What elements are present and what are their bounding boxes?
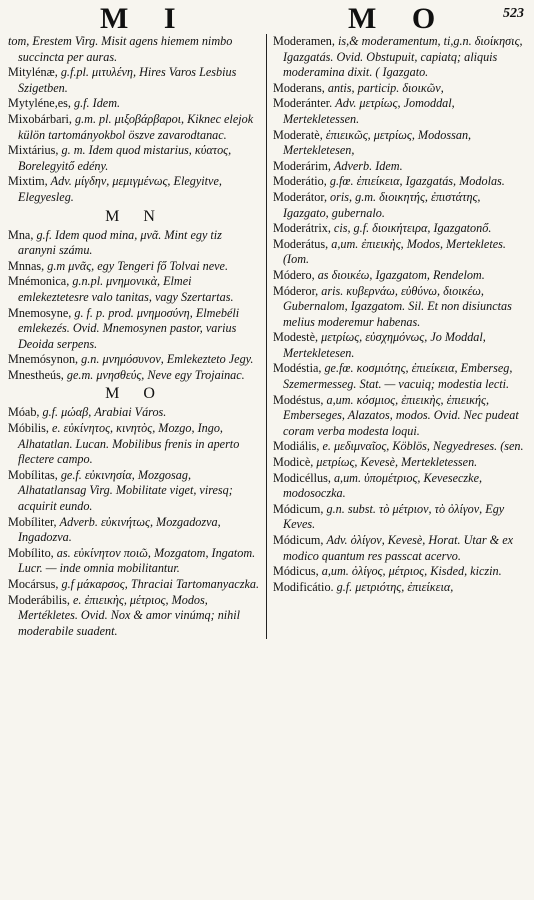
dictionary-entry <box>273 580 528 596</box>
entry-headword: Moderábilis, <box>8 592 70 607</box>
entry-definition: Adverb. εὐκινήτως, Mozgadozva, Ingadozva. <box>18 514 221 545</box>
dictionary-entry <box>8 96 262 112</box>
entry-headword: Moderárim, <box>273 158 331 173</box>
dictionary-entry <box>8 421 262 468</box>
entry-headword: Mixtim, <box>8 174 48 189</box>
entry-definition: g.m. pl. μιξοβάρβαροι, Kiknec elejok külön tartományokbol öszve zavarodtanac. <box>18 111 254 142</box>
columns <box>8 34 528 639</box>
entry-headword: Moderatè, <box>273 127 323 142</box>
entry-definition: a,um. ἐπιεικὴς, Modos, Mertekletes. (Iom. <box>283 236 506 267</box>
dictionary-entry <box>273 34 528 81</box>
entry-definition: antis, particip. διοικῶν, <box>327 80 444 95</box>
dictionary-entry <box>273 221 528 237</box>
entry-headword: Moderánter. <box>273 96 333 111</box>
dictionary-entry <box>8 515 262 546</box>
entry-definition: g.m μνᾶς, egy Tengeri fő Tolvai neve. <box>47 258 229 273</box>
dictionary-entry <box>8 405 262 421</box>
entry-definition: ge.m. μνησθεύς, Neve egy Trojainac. <box>66 367 245 382</box>
entry-headword: Moderans, <box>273 80 325 95</box>
dictionary-entry <box>273 439 528 455</box>
dictionary-entry <box>273 190 528 221</box>
dictionary-entry <box>8 65 262 96</box>
entry-definition: as. εὐκίνητον ποιῶ, Mozgatom, Ingatom. Lucr. — inde omnia mobilitantur. <box>18 545 256 576</box>
dictionary-entry <box>8 593 262 640</box>
dictionary-entry <box>273 159 528 175</box>
dictionary-entry <box>273 455 528 471</box>
entry-headword: Modéstus, <box>273 392 324 407</box>
entry-definition: g.f. μετριότης, ἐπιείκεια, <box>336 579 454 594</box>
dictionary-entry <box>8 546 262 577</box>
entry-definition: g.n. μνημόσυνον, Emlekezteto Jegy. <box>81 352 254 367</box>
entry-definition: oris, g.m. διοικητής, ἐπιστάτης, Igazgato, gubernalo. <box>283 189 481 220</box>
entry-headword: Mna, <box>8 227 34 242</box>
dictionary-entry <box>273 361 528 392</box>
dictionary-entry <box>8 274 262 305</box>
entry-headword: Modicè, <box>273 455 314 470</box>
section-heading: M N <box>105 207 165 225</box>
page-header <box>8 4 528 34</box>
dictionary-entry <box>8 112 262 143</box>
entry-definition: tom, Erestem Virg. Misit agens hiemem nimbo succincta per auras. <box>8 34 233 64</box>
entry-definition: Adv. μίγδην, μεμιγμένως, Elegyitve, Elegyesleg. <box>18 174 222 204</box>
entry-headword: Mnemosyne, <box>8 305 72 320</box>
entry-headword: Modificátio. <box>273 579 334 594</box>
entry-definition: g. m. Idem quod mistarius, κύατος, Borelegyitő edény. <box>18 143 232 173</box>
entry-headword: Mixtárius, <box>8 143 59 158</box>
dictionary-entry <box>273 128 528 159</box>
entry-definition: g.f. μώαβ, Arabiai Város. <box>42 405 167 420</box>
dictionary-entry <box>8 143 262 174</box>
dictionary-entry <box>273 174 528 190</box>
entry-definition: Adverb. Idem. <box>333 158 403 173</box>
dictionary-entry <box>8 228 262 259</box>
entry-definition: is,& moderamentum, ti,g.n. διοίκησις, Igazgatás. Ovid. Obstupuit, capiatq; aliquis moderamina dixit. ( Igazgato. <box>283 34 523 80</box>
dictionary-entry <box>8 468 262 515</box>
right-column <box>267 34 528 639</box>
entry-definition: g.f. Idem quod mina, μνᾶ. Mint egy tiz aranyni számu. <box>18 227 222 258</box>
dictionary-entry <box>273 268 528 284</box>
entry-headword: Mnémonica, <box>8 274 70 289</box>
entry-headword: Mnemósynon, <box>8 352 79 367</box>
page-number: 523 <box>503 6 524 21</box>
entry-headword: Mixobárbari, <box>8 111 72 126</box>
dictionary-entry <box>8 368 262 384</box>
header-right-letters: M O <box>348 2 450 35</box>
dictionary-entry <box>8 259 262 275</box>
entry-headword: Mnestheús, <box>8 367 64 382</box>
entry-headword: Moderátrix, <box>273 221 331 236</box>
dictionary-entry <box>8 577 262 593</box>
dictionary-entry <box>273 564 528 580</box>
dictionary-entry <box>273 502 528 533</box>
entry-definition: g.f. Idem. <box>74 96 121 111</box>
header-left-letters: M I <box>100 2 190 35</box>
entry-headword: Módicum, <box>273 533 324 547</box>
entry-headword: Modéstia, <box>273 361 322 376</box>
entry-headword: Mnnas, <box>8 258 45 273</box>
entry-headword: Mytyléne,es, <box>8 96 71 111</box>
entry-definition: e. μεδιμναῖος, Köblös, Negyedreses. (sen. <box>322 439 524 454</box>
entry-headword: Modicéllus, <box>273 470 331 485</box>
dictionary-entry <box>273 81 528 97</box>
entry-definition: ge.f. εὐκινησία, Mozgosag, Alhatatlansag Virg. Mobilitate viget, viresq; acquirit eundo. <box>18 467 233 514</box>
dictionary-entry <box>8 352 262 368</box>
dictionary-entry <box>273 330 528 361</box>
entry-definition: g.f μάκαρσος, Thraciai Tartomanyaczka. <box>61 577 260 591</box>
entry-definition: Adv. μετρίως, Jomoddal, Mertekletessen. <box>283 96 455 126</box>
entry-headword: Móderor, <box>273 283 319 298</box>
entry-headword: Móab, <box>8 405 40 420</box>
entry-headword: Mobílitas, <box>8 467 58 482</box>
entry-definition: e. ἐπιεικὴς, μέτριος, Modos, Mertékletes. Ovid. Nox & amor vinúmq; nihil moderabile suadent. <box>18 592 241 638</box>
entry-definition: a,um. ὀλίγος, μέτριος, Kisded, kiczin. <box>321 564 502 579</box>
entry-definition: g.fœ. ἐπιείκεια, Igazgatás, Modolas. <box>329 174 505 189</box>
entry-headword: Mobílito, <box>8 545 54 560</box>
dictionary-entry <box>8 34 262 65</box>
entry-definition: cis, g.f. διοικήτειρα, Igazgatonő. <box>333 221 492 236</box>
dictionary-entry <box>273 96 528 127</box>
entry-headword: Módero, <box>273 267 315 282</box>
entry-definition: aris. κυβερνάω, εὐθύνω, διοικέω, Gubernalom, Igazgatom. Sil. Et non disiunctas melius moderemur habenas. <box>283 283 512 329</box>
dictionary-entry <box>273 471 528 502</box>
entry-headword: Módicum, <box>273 501 324 516</box>
entry-headword: Moderátio, <box>273 174 327 189</box>
entry-definition: ἐπιεικῶς, μετρίως, Modossan, Mertekletesen, <box>283 127 472 158</box>
entry-definition: g. f. p. prod. μνημοσύνη, Elmebéli emlekezés. Ovid. Mnemosynen pastor, varius Deoida serpens. <box>18 305 240 351</box>
entry-headword: Modiális, <box>273 439 320 454</box>
dictionary-entry <box>273 393 528 440</box>
entry-definition: g.n. subst. τὸ μέτριον, τὸ ὀλίγον, Egy Keves. <box>283 501 505 532</box>
dictionary-entry <box>273 284 528 331</box>
entry-definition: Adv. ὀλίγον, Kevesè, Horat. Utar & ex modico quantum res passcat acervo. <box>283 533 514 563</box>
entry-headword: Mocársus, <box>8 577 59 591</box>
entry-headword: Moderátus, <box>273 236 329 251</box>
entry-definition: μετρίως, Kevesè, Mertekletessen. <box>316 455 478 470</box>
left-column <box>8 34 267 639</box>
entry-headword: Mitylénæ, <box>8 65 58 80</box>
entry-definition: e. εὐκίνητος, κινητὸς, Mozgo, Ingo, Alhatatlan. Lucan. Mobilibus frenis in aperto flectere campo. <box>18 421 240 467</box>
entry-headword: Mobíliter, <box>8 514 57 529</box>
dictionary-entry <box>8 174 262 205</box>
entry-headword: Módicus, <box>273 564 319 579</box>
dictionary-entry <box>273 533 528 564</box>
entry-headword: Moderátor, <box>273 189 327 204</box>
entry-definition: g.n.pl. μνημονικὰ, Elmei emlekeztetesre valo tanitas, vagy Szertartas. <box>18 274 234 304</box>
section-heading: M O <box>105 385 165 403</box>
entry-headword: Móbilis, <box>8 421 49 436</box>
dictionary-entry <box>8 306 262 353</box>
entry-definition: a,um. ὑπομέτριος, Keveseczke, modosoczka. <box>283 470 483 501</box>
entry-definition: μετρίως, εὐσχημόνως, Jo Moddal, Mertekletesen. <box>283 330 486 360</box>
entry-definition: a,um. κόσμιος, ἐπιεικὴς, ἐπιεικής, Emberseges, Alazatos, modos. Ovid. Nec pudeat coram verba modesta loqui. <box>283 392 519 438</box>
entry-definition: as διοικέω, Igazgatom, Rendelom. <box>317 267 485 282</box>
dictionary-entry <box>273 237 528 268</box>
entry-headword: Moderamen, <box>273 34 335 48</box>
entry-definition: g.f.pl. μιτυλένη, Hires Varos Lesbius Szigetben. <box>18 65 237 95</box>
entry-headword: Modestè, <box>273 330 319 345</box>
entry-definition: ge.fœ. κοσμιότης, ἐπιείκεια, Emberseg, Szemermesseg. Stat. — vacuiq; modestia lecti. <box>283 361 513 392</box>
